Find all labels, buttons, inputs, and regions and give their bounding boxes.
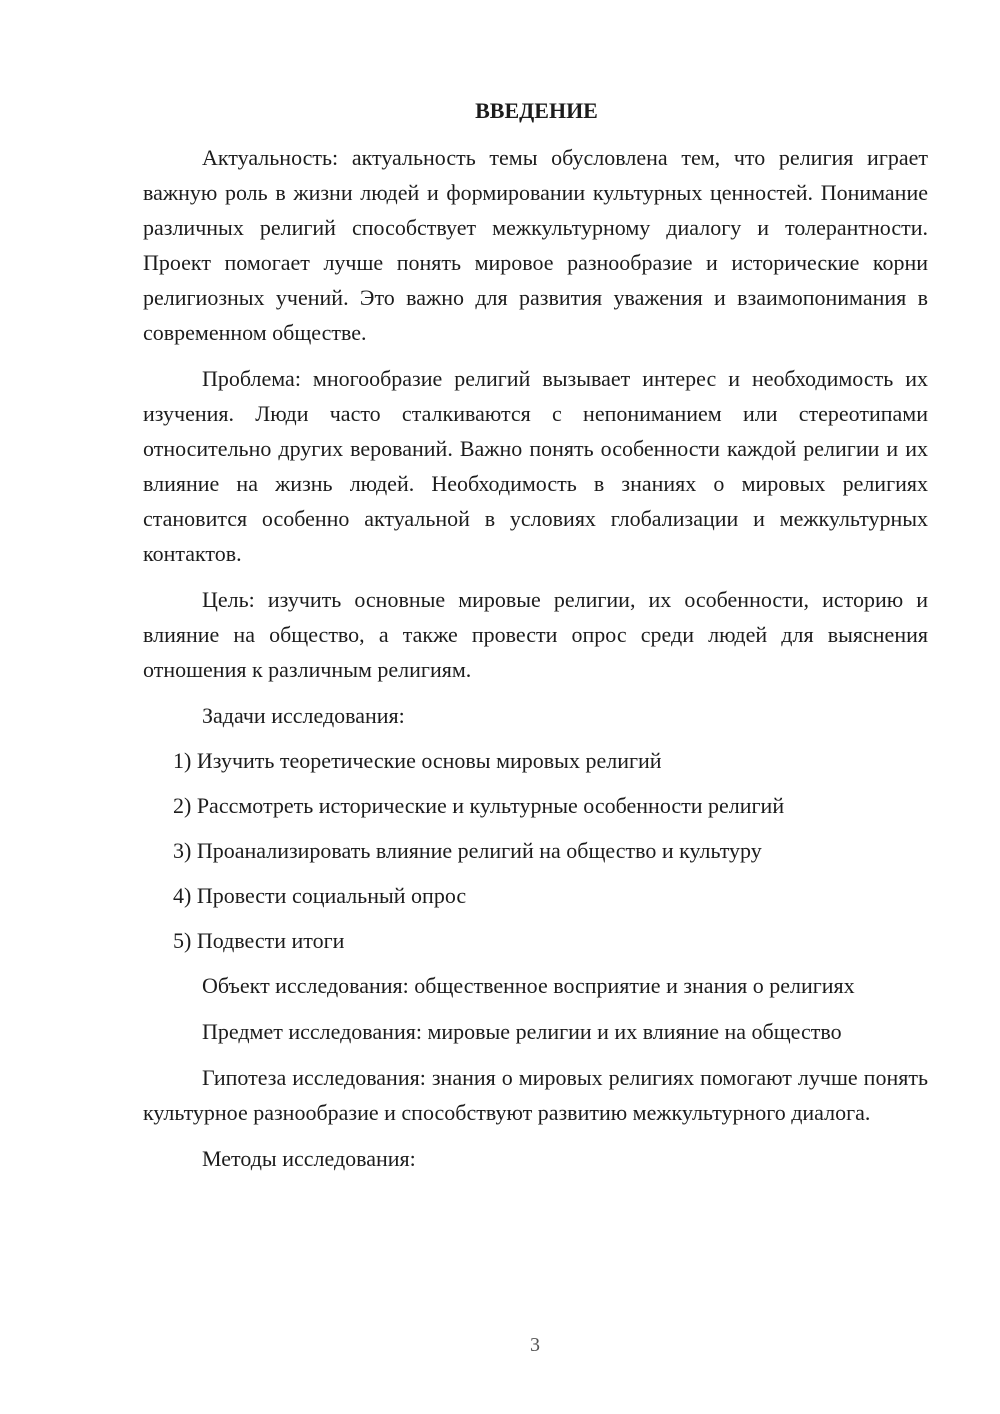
list-item: 4) Провести социальный опрос — [173, 883, 467, 908]
list-item: 3) Проанализировать влияние религий на общество и культуру — [173, 838, 762, 863]
page-number: 3 — [530, 1334, 540, 1356]
relevance-paragraph: Актуальность: актуальность темы обусловлена тем, что религия играет важную роль в жизни людей и формировании культурных ценностей. Понимание различных религий способствует межкультурному диалогу и толерантности. Проект помогает лучше понять мировое разнообразие и исторические корни религиозных учений. Это важно для развития уважения и взаимопонимания в современном обществе. — [143, 145, 928, 345]
goal-paragraph: Цель: изучить основные мировые религии, их особенности, историю и влияние на общество, а также провести опрос среди людей для выяснения отношения к различным религиям. — [143, 587, 928, 682]
research-object-paragraph: Объект исследования: общественное восприятие и знания о религиях — [202, 973, 855, 998]
page-content — [143, 94, 928, 1187]
list-item: 1) Изучить теоретические основы мировых религий — [173, 748, 662, 773]
tasks-list — [143, 743, 928, 958]
section-title: ВВЕДЕНИЕ — [475, 98, 598, 123]
problem-paragraph: Проблема: многообразие религий вызывает интерес и необходимость их изучения. Люди часто сталкиваются с непониманием или стереотипами относительно других верований. Важно понять особенности каждой религии и их влияние на жизнь людей. Необходимость в знаниях о мировых религиях становится особенно актуальной в условиях глобализации и межкультурных контактов. — [143, 366, 928, 566]
tasks-heading: Задачи исследования: — [202, 703, 405, 728]
methods-paragraph: Методы исследования: — [202, 1146, 416, 1171]
research-subject-paragraph: Предмет исследования: мировые религии и их влияние на общество — [202, 1019, 842, 1044]
list-item: 2) Рассмотреть исторические и культурные особенности религий — [173, 793, 785, 818]
hypothesis-paragraph: Гипотеза исследования: знания о мировых религиях помогают лучше понять культурное разнообразие и способствуют развитию межкультурного диалога. — [143, 1065, 928, 1125]
list-item: 5) Подвести итоги — [173, 928, 345, 953]
